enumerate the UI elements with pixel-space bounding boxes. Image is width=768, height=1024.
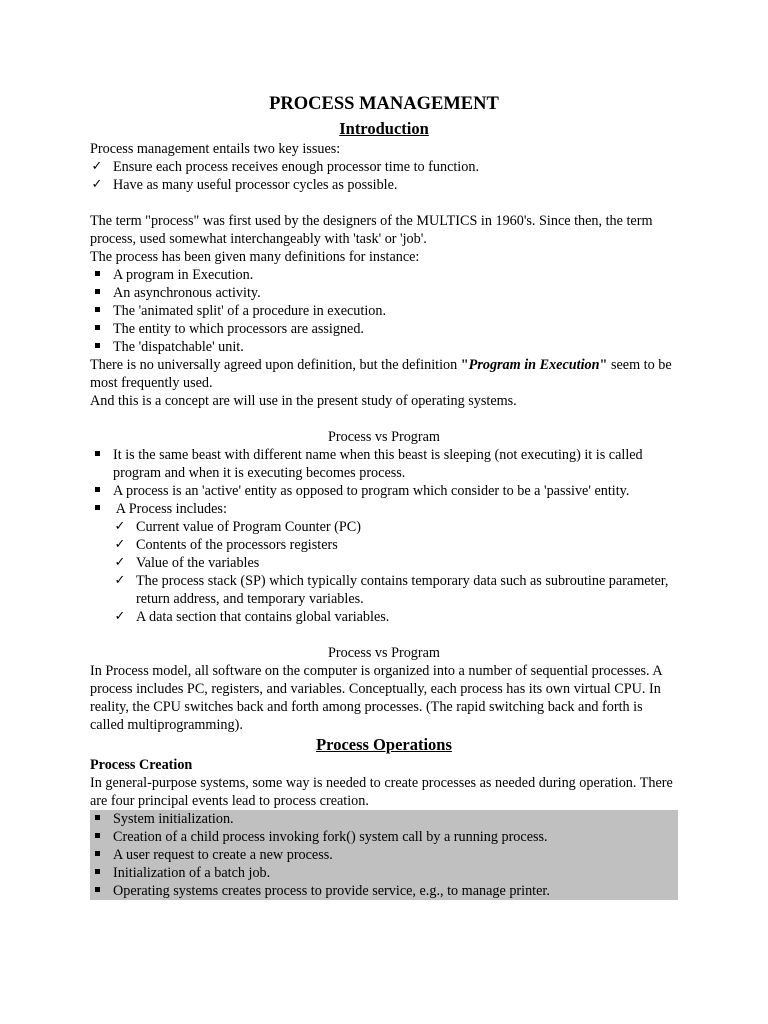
- document-body: [90, 92, 678, 900]
- square-bullet-icon: [90, 302, 104, 320]
- list-item: An asynchronous activity.: [90, 284, 678, 302]
- list-item: Creation of a child process invoking fork() system call by a running process.: [90, 828, 678, 846]
- check-mark-icon: ✓: [114, 555, 126, 570]
- definitions-lead: The process has been given many definitions for instance:: [90, 249, 420, 265]
- document-title: PROCESS MANAGEMENT: [269, 94, 499, 114]
- list-item: Operating systems creates process to provide service, e.g., to manage printer.: [90, 882, 678, 900]
- square-bullet-icon: [90, 446, 104, 464]
- square-bullet-icon: [90, 810, 104, 828]
- square-bullet-icon: [90, 482, 104, 500]
- emphasized-definition: "Program in Execution": [460, 357, 608, 373]
- square-bullet-icon: [90, 882, 104, 900]
- process-creation-heading: Process Creation: [90, 757, 193, 773]
- check-mark-icon: ✓: [114, 609, 126, 624]
- square-bullet-icon: [90, 320, 104, 338]
- list-item: ✓ Value of the variables: [114, 555, 260, 571]
- intro-heading: Introduction: [339, 119, 429, 138]
- list-item: ✓ The process stack (SP) which typically contains temporary data such as subroutine parameter, return address, and temporary variables.: [114, 573, 669, 607]
- history-paragraph: The term "process" was first used by the designers of the MULTICS in 1960's. Since then, the term process, used somewhat interchangeably with 'task' or 'job'.: [90, 213, 653, 247]
- definitions-list: [90, 266, 678, 356]
- process-operations-heading: Process Operations: [316, 735, 452, 754]
- square-bullet-icon: [90, 284, 104, 302]
- spacer: [90, 410, 678, 428]
- check-mark-icon: ✓: [114, 519, 126, 534]
- list-item: ✓ Current value of Program Counter (PC): [114, 519, 361, 535]
- process-creation-paragraph: In general-purpose systems, some way is needed to create processes as needed during operation. There are four principal events lead to process creation.: [90, 775, 673, 809]
- check-mark-icon: ✓: [114, 573, 126, 588]
- list-item: ✓ Contents of the processors registers: [114, 537, 338, 553]
- list-item: A program in Execution.: [90, 266, 678, 284]
- list-item: The entity to which processors are assigned.: [90, 320, 678, 338]
- check-mark-icon: ✓: [91, 177, 103, 192]
- process-vs-program-heading-1: Process vs Program: [328, 429, 440, 445]
- list-item: ✓ Ensure each process receives enough processor time to function.: [91, 159, 479, 175]
- list-item: A process is an 'active' entity as opposed to program which consider to be a 'passive' entity.: [90, 482, 678, 500]
- creation-events-list: [90, 810, 678, 900]
- list-item: It is the same beast with different name when this beast is sleeping (not executing) it is called program and when it is executing becomes process.: [90, 446, 678, 482]
- issues-list: [90, 158, 678, 194]
- square-bullet-icon: [90, 500, 104, 518]
- definition-agreement: There is no universally agreed upon definition, but the definition "Program in Execution" seem to be most frequently used.: [90, 357, 672, 391]
- check-mark-icon: ✓: [91, 159, 103, 174]
- list-item: System initialization.: [90, 810, 678, 828]
- square-bullet-icon: [90, 846, 104, 864]
- list-item: The 'animated split' of a procedure in execution.: [90, 302, 678, 320]
- square-bullet-icon: [90, 266, 104, 284]
- list-item: Initialization of a batch job.: [90, 864, 678, 882]
- pvp-list: [90, 446, 678, 518]
- process-vs-program-heading-2: Process vs Program: [328, 645, 440, 661]
- list-item: The 'dispatchable' unit.: [90, 338, 678, 356]
- concept-paragraph: And this is a concept are will use in the present study of operating systems.: [90, 393, 517, 409]
- list-item: ✓ Have as many useful processor cycles as possible.: [91, 177, 398, 193]
- list-item: ✓ A data section that contains global variables.: [114, 609, 390, 625]
- check-mark-icon: ✓: [114, 537, 126, 552]
- list-item: A Process includes:: [90, 500, 678, 518]
- spacer: [90, 194, 678, 212]
- spacer: [90, 626, 678, 644]
- process-includes-list: [113, 518, 678, 626]
- square-bullet-icon: [90, 828, 104, 846]
- square-bullet-icon: [90, 864, 104, 882]
- process-model-paragraph: In Process model, all software on the computer is organized into a number of sequential processes. A process includes PC, registers, and variables. Conceptually, each process has its own virtual CPU. In reality, the CPU switches back and forth among processes. (The rapid switching back and forth is called multiprogramming).: [90, 663, 662, 733]
- list-item: A user request to create a new process.: [90, 846, 678, 864]
- square-bullet-icon: [90, 338, 104, 356]
- intro-lead: Process management entails two key issues:: [90, 141, 341, 157]
